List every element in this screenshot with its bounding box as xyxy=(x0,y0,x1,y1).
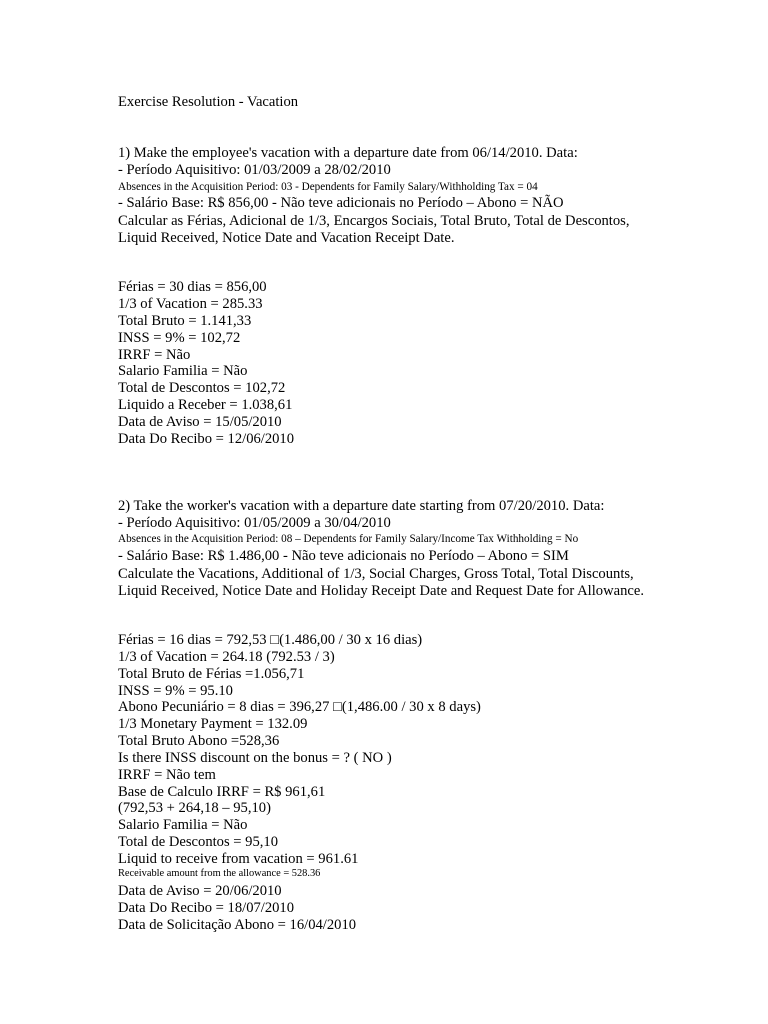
ex1-statement-line: Liquid Received, Notice Date and Vacation Receipt Date. xyxy=(118,230,455,246)
ex2-answer-line: 1/3 of Vacation = 264.18 (792.53 / 3) xyxy=(118,649,335,665)
ex1-statement-line: - Salário Base: R$ 856,00 - Não teve adicionais no Período – Abono = NÃO xyxy=(118,195,564,211)
ex2-answer-line: Total Bruto de Férias =1.056,71 xyxy=(118,666,305,682)
ex1-answer-line: Total de Descontos = 102,72 xyxy=(118,380,286,396)
ex2-statement-line: Calculate the Vacations, Additional of 1/3, Social Charges, Gross Total, Total Discounts, xyxy=(118,566,634,582)
ex1-answer-line: INSS = 9% = 102,72 xyxy=(118,330,241,346)
ex2-answer-line: Férias = 16 dias = 792,53 □(1.486,00 / 30 x 16 dias) xyxy=(118,632,423,648)
ex2-statement-line: - Salário Base: R$ 1.486,00 - Não teve adicionais no Período – Abono = SIM xyxy=(118,548,569,564)
ex2-answer-line: Is there INSS discount on the bonus = ? ( NO ) xyxy=(118,750,392,766)
ex2-answer-line: Data Do Recibo = 18/07/2010 xyxy=(118,900,295,916)
ex1-statement-line: - Período Aquisitivo: 01/03/2009 a 28/02/2010 xyxy=(118,162,391,178)
ex2-statement-line: Absences in the Acquisition Period: 08 – Dependents for Family Salary/Income Tax Withholding = No xyxy=(118,533,579,545)
ex2-answer-line: 1/3 Monetary Payment = 132.09 xyxy=(118,716,308,732)
ex1-answer-line: 1/3 of Vacation = 285.33 xyxy=(118,296,263,312)
ex1-answer-line: Total Bruto = 1.141,33 xyxy=(118,313,252,329)
document-title: Exercise Resolution - Vacation xyxy=(118,94,299,110)
ex2-answer-line: Abono Pecuniário = 8 dias = 396,27 □(1,486.00 / 30 x 8 days) xyxy=(118,699,481,715)
ex2-answer-line: Total Bruto Abono =528,36 xyxy=(118,733,280,749)
ex2-statement-line: Liquid Received, Notice Date and Holiday Receipt Date and Request Date for Allowance. xyxy=(118,583,645,599)
ex2-answer-line: (792,53 + 264,18 – 95,10) xyxy=(118,800,271,816)
ex2-answer-line: Salario Familia = Não xyxy=(118,817,248,833)
ex1-statement-line: Calcular as Férias, Adicional de 1/3, Encargos Sociais, Total Bruto, Total de Descontos, xyxy=(118,213,630,229)
ex2-answer-line: Liquid to receive from vacation = 961.61 xyxy=(118,851,359,867)
ex2-answer-line: Total de Descontos = 95,10 xyxy=(118,834,279,850)
ex2-answer-line: IRRF = Não tem xyxy=(118,767,216,783)
ex2-answer-line: Data de Aviso = 20/06/2010 xyxy=(118,883,282,899)
ex1-statement-line: Absences in the Acquisition Period: 03 - Dependents for Family Salary/Withholding Tax = 04 xyxy=(118,181,538,193)
ex1-answer-line: Data de Aviso = 15/05/2010 xyxy=(118,414,282,430)
ex2-statement-line: - Período Aquisitivo: 01/05/2009 a 30/04/2010 xyxy=(118,515,391,531)
ex1-statement-line: 1) Make the employee's vacation with a departure date from 06/14/2010. Data: xyxy=(118,145,578,161)
ex2-answer-line: Base de Calculo IRRF = R$ 961,61 xyxy=(118,784,326,800)
ex2-statement-line: 2) Take the worker's vacation with a departure date starting from 07/20/2010. Data: xyxy=(118,498,605,514)
ex2-answer-line: Data de Solicitação Abono = 16/04/2010 xyxy=(118,917,357,933)
ex1-answer-line: Liquido a Receber = 1.038,61 xyxy=(118,397,293,413)
ex1-answer-line: IRRF = Não xyxy=(118,347,191,363)
ex1-answer-line: Férias = 30 dias = 856,00 xyxy=(118,279,267,295)
ex2-answer-line: INSS = 9% = 95.10 xyxy=(118,683,233,699)
ex1-answer-line: Data Do Recibo = 12/06/2010 xyxy=(118,431,295,447)
ex1-answer-line: Salario Familia = Não xyxy=(118,363,248,379)
ex2-answer-line: Receivable amount from the allowance = 528.36 xyxy=(118,868,321,879)
